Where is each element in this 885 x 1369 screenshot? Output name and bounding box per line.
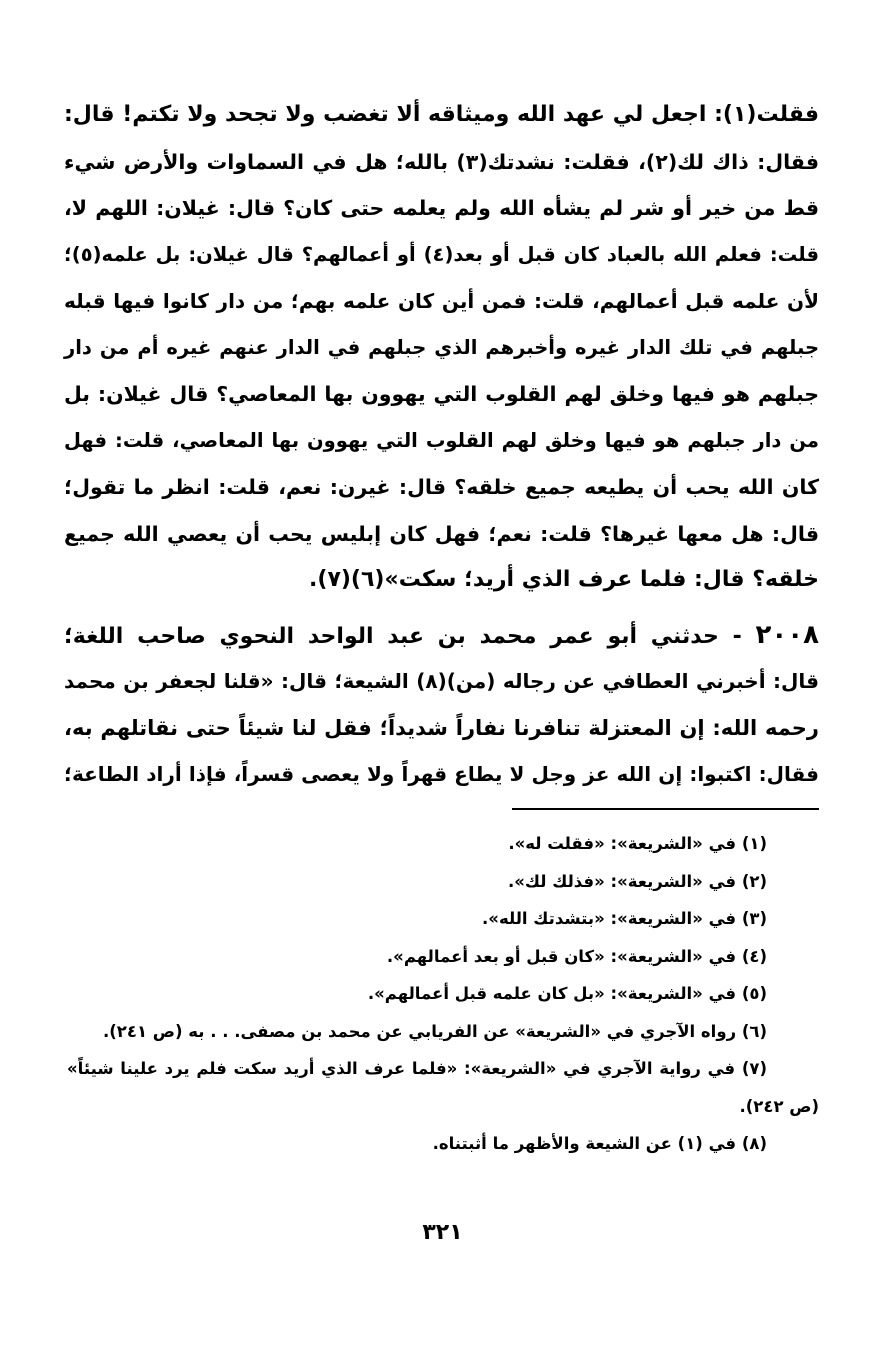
text-line: لأن علمه قبل أعمالهم، قلت: فمن أين كان علمه بهم؛ من دار كانوا فيها قبله bbox=[64, 289, 819, 313]
footnote: (٦) رواه الآجري في «الشريعة» عن الفريابي عن محمد بن مصفى. . . به (ص ٢٤١). bbox=[102, 1021, 767, 1041]
footnote: (٢) في «الشريعة»: «فذلك لك». bbox=[507, 871, 767, 891]
footnotes bbox=[67, 825, 819, 1163]
page-number: ٣٢١ bbox=[422, 1220, 463, 1245]
footnote: (١) في «الشريعة»: «فقلت له». bbox=[508, 834, 767, 853]
text-line: جبلهم هو فيها وخلق لهم القلوب التي يهوون بها المعاصي؟ قال غيلان: بل bbox=[64, 382, 819, 406]
text-line: خلقه؟ قال: فلما عرف الذي أريد؛ سكت»(٦)(٧). bbox=[309, 567, 819, 592]
text-line: فقال: ذاك لك(٢)، فقلت: نشدتك(٣) بالله؛ هل في السماوات والأرض شيء bbox=[64, 149, 819, 174]
entry-number: ٢٠٠٨ bbox=[755, 619, 819, 650]
text-line: قلت: فعلم الله بالعباد كان قبل أو بعد(٤) أو أعمالهم؟ قال غيلان: بل علمه(٥)؛ bbox=[64, 242, 819, 266]
footnote: (٣) في «الشريعة»: «بتشدتك الله». bbox=[482, 909, 767, 928]
text-line: جبلهم في تلك الدار غيره وأخبرهم الذي جبلهم في الدار عنهم غيره أم من دار bbox=[64, 335, 819, 359]
entry-heading-text: - حدثني أبو عمر محمد بن عبد الواحد النحوي صاحب اللغة؛ bbox=[64, 623, 742, 649]
text-line: فقال: اكتبوا: إن الله عز وجل لا يطاع قهراً ولا يعصى قسراً، فإذا أراد الطاعة؛ bbox=[64, 762, 819, 786]
main-text bbox=[64, 92, 819, 798]
footnote: (٧) في رواية الآجري في «الشريعة»: «فلما عرف الذي أريد سكت فلم يرد علينا شيئاً» bbox=[67, 1059, 767, 1078]
paragraph-gap bbox=[64, 604, 819, 612]
footnote: (٥) في «الشريعة»: «بل كان علمه قبل أعمالهم». bbox=[367, 984, 767, 1003]
footnote: (٨) في (١) عن الشيعة والأظهر ما أثبتناه. bbox=[432, 1134, 767, 1153]
text-line: من دار جبلهم هو فيها وخلق لهم القلوب التي يهوون بها المعاصي، قلت: فهل bbox=[64, 428, 819, 452]
footnote: (٤) في «الشريعة»: «كان قبل أو بعد أعمالهم». bbox=[386, 946, 767, 966]
footnote-continuation: (ص ٢٤٢). bbox=[739, 1096, 819, 1116]
text-line: رحمه الله: إن المعتزلة تنافرنا نفاراً شديداً؛ فقل لنا شيئاً حتى نقاتلهم به، bbox=[64, 715, 819, 740]
text-line: قط من خير أو شر لم يشأه الله ولم يعلمه حتى كان؟ قال: غيلان: اللهم لا، bbox=[64, 196, 819, 220]
text-line: كان الله يحب أن يطيعه جميع خلقه؟ قال: غيرن: نعم، قلت: انظر ما تقول؛ bbox=[64, 475, 819, 499]
entry-heading-line bbox=[64, 612, 819, 659]
text-line: فقلت(١): اجعل لي عهد الله وميثاقه ألا تغضب ولا تجحد ولا تكتم! قال: bbox=[64, 102, 819, 127]
text-line: قال: هل معها غيرها؟ قلت: نعم؛ فهل كان إبليس يحب أن يعصي الله جميع bbox=[64, 521, 819, 546]
text-line: قال: أخبرني العطافي عن رجاله (من)(٨) الشيعة؛ قال: «قلنا لجعفر بن محمد bbox=[64, 669, 819, 693]
footnote-separator bbox=[512, 808, 819, 810]
